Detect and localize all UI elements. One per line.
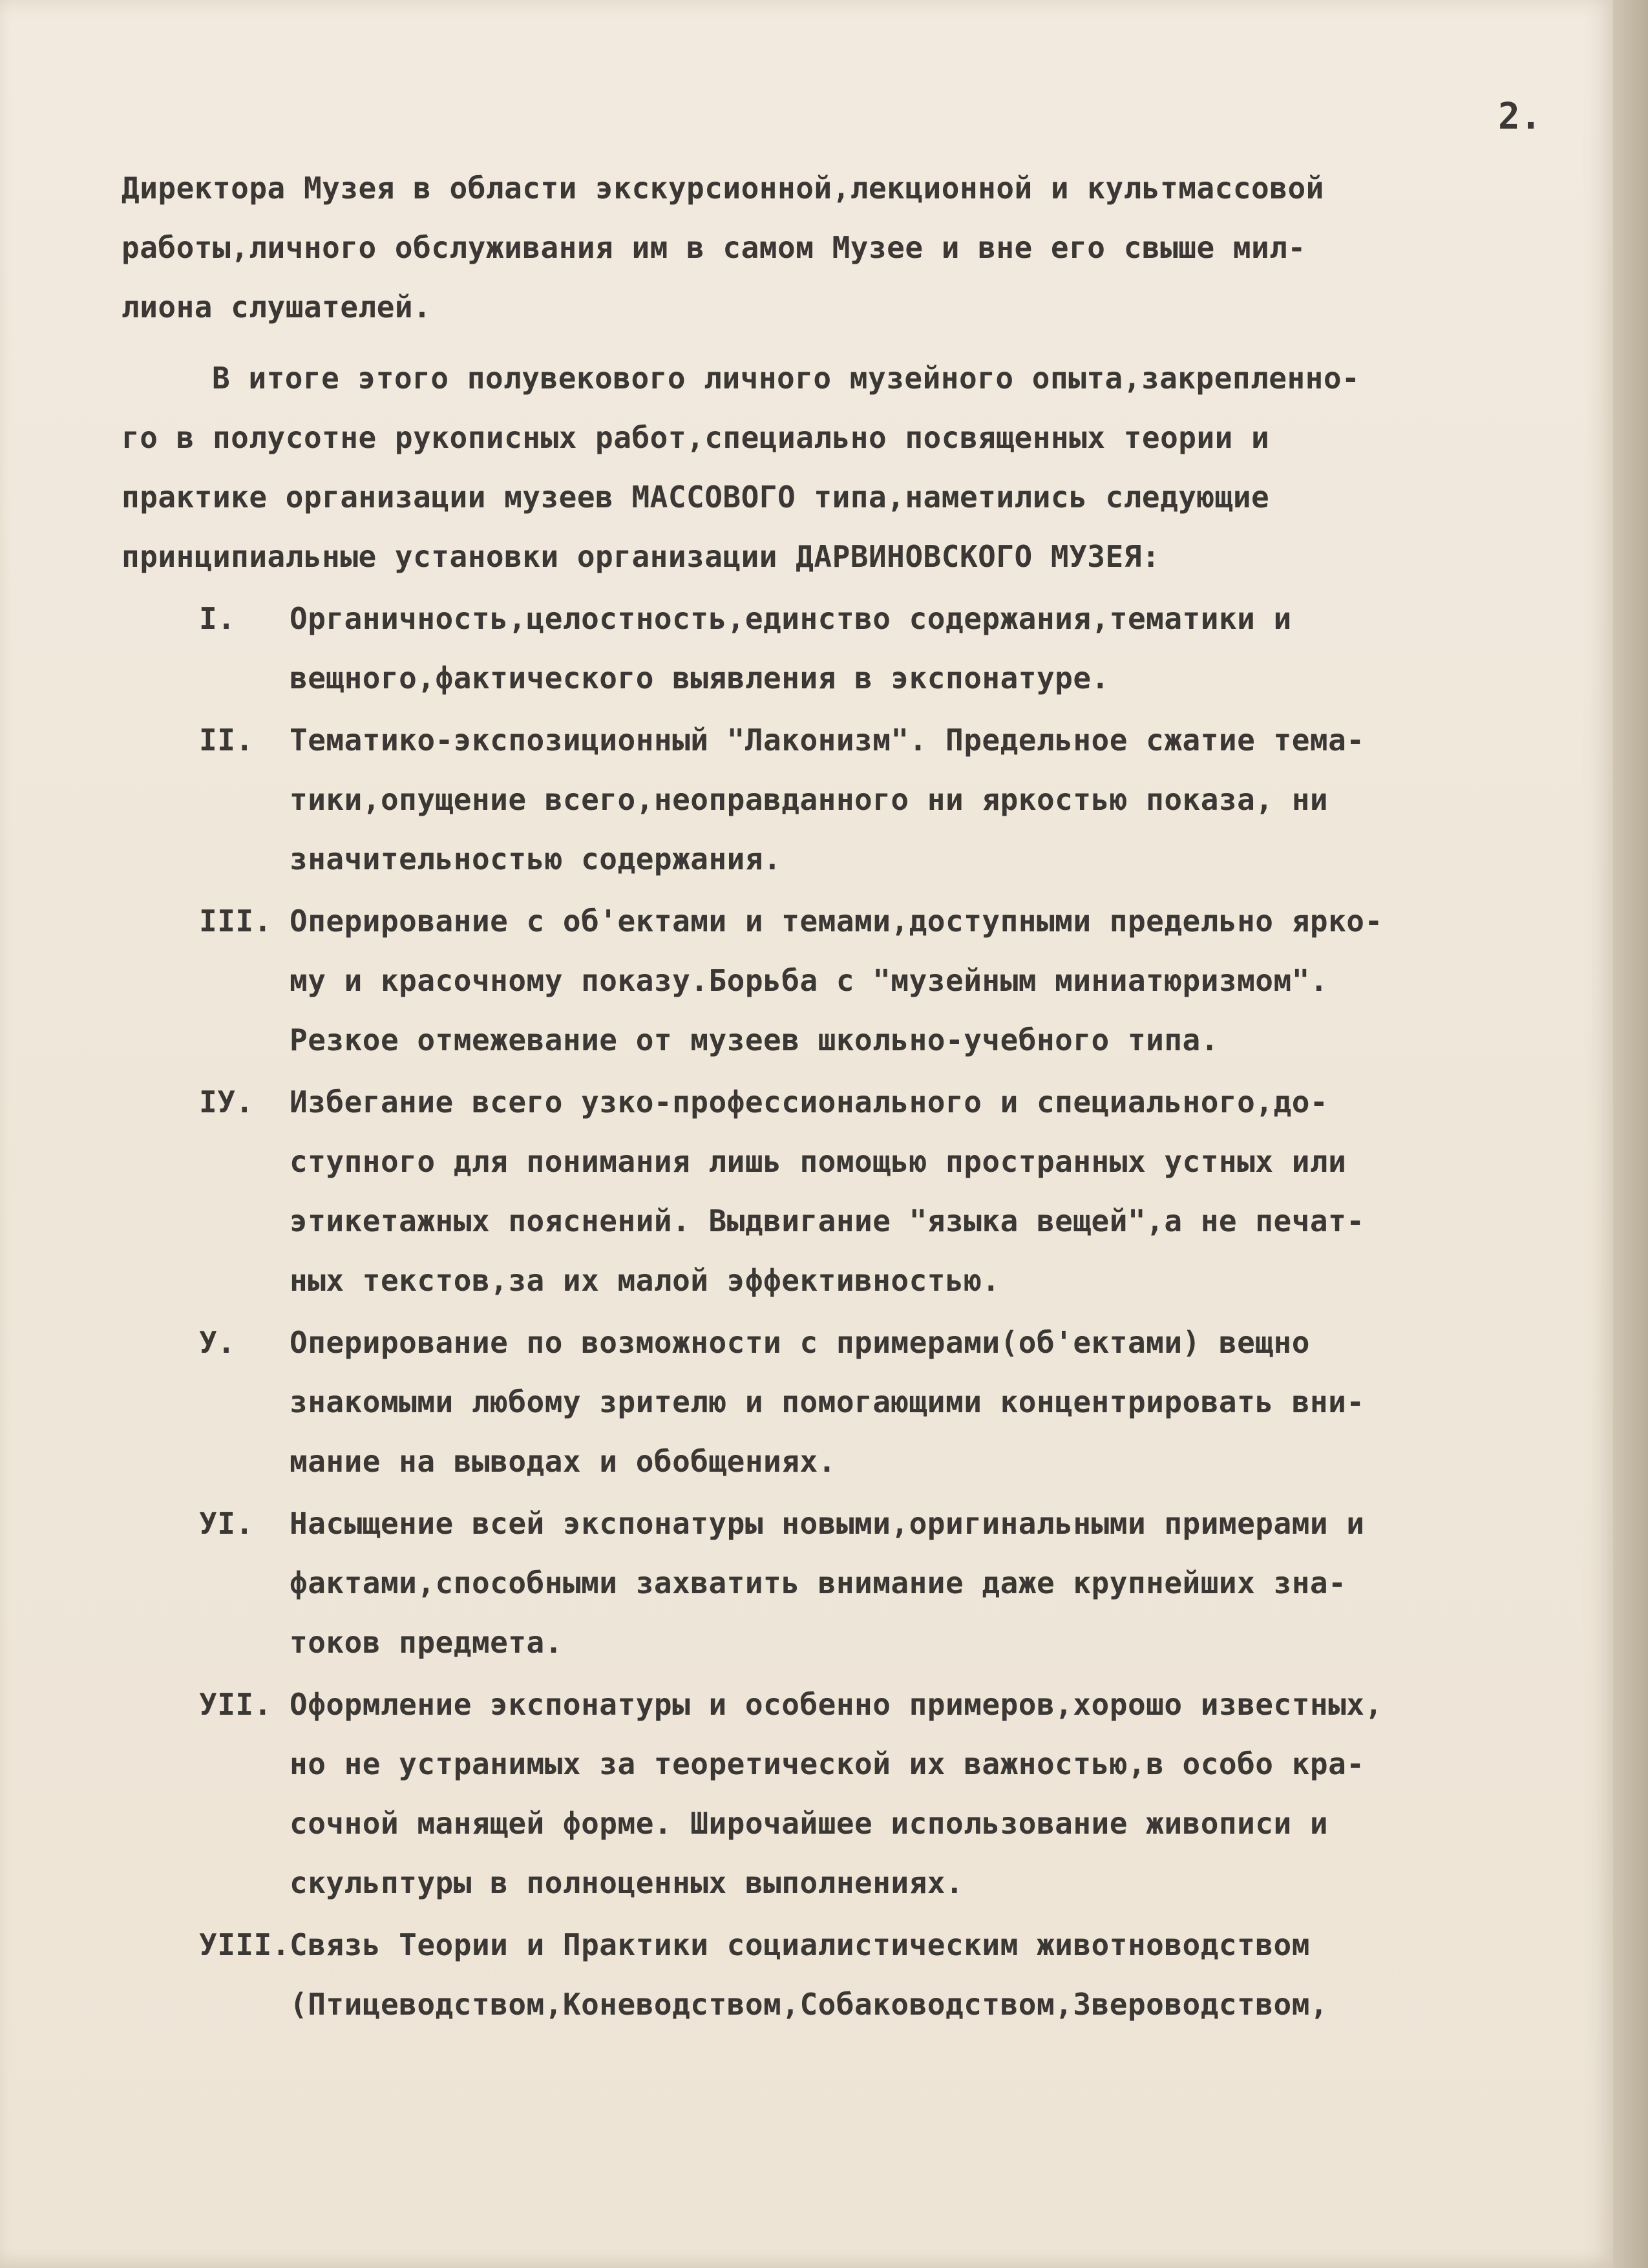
text-line: Оформление экспонатуры и особенно примеров,хорошо известных, xyxy=(290,1687,1383,1722)
list-item xyxy=(121,589,1569,708)
list-item xyxy=(121,1072,1569,1310)
item-number: II. xyxy=(199,723,254,758)
text-line: Связь Теории и Практики социалистическим животноводством xyxy=(290,1927,1310,1962)
text-line: токов предмета. xyxy=(290,1625,563,1660)
list-item xyxy=(121,1915,1569,2034)
intro-paragraph xyxy=(121,158,1569,337)
principles-list xyxy=(121,589,1569,2034)
text-line: ступного для понимания лишь помощью пространных устных или xyxy=(290,1144,1347,1179)
text-line: ных текстов,за их малой эффективностью. xyxy=(290,1263,1000,1298)
paper-edge xyxy=(1613,0,1648,2268)
text-line: значительностью содержания. xyxy=(290,842,782,876)
item-number: III. xyxy=(199,904,272,938)
text-line: скульптуры в полноценных выполнениях. xyxy=(290,1865,964,1900)
list-item xyxy=(121,1494,1569,1672)
text-line: мание на выводах и обобщениях. xyxy=(290,1444,836,1479)
item-number: IУ. xyxy=(199,1085,254,1119)
principles-paragraph xyxy=(121,348,1569,586)
text-line: Тематико-экспозиционный "Лаконизм". Предельное сжатие тема- xyxy=(290,723,1365,758)
list-item xyxy=(121,891,1569,1070)
text-line: фактами,способными захватить внимание даже крупнейших зна- xyxy=(290,1565,1347,1600)
text-line: В итоге этого полувекового личного музейного опыта,закрепленно- xyxy=(212,361,1360,396)
text-line: работы,личного обслуживания им в самом Музее и вне его свыше мил- xyxy=(121,230,1306,265)
text-line: сочной манящей форме. Широчайшее использование живописи и xyxy=(290,1806,1329,1841)
item-number: УIII. xyxy=(199,1927,290,1962)
list-item xyxy=(121,1313,1569,1491)
text-line: Резкое отмежевание от музеев школьно-учебного типа. xyxy=(290,1023,1219,1057)
text-line: лиона слушателей. xyxy=(121,290,432,324)
text-line: го в полусотне рукописных работ,специально посвященных теории и xyxy=(121,420,1270,455)
text-line: вещного,фактического выявления в экспонатуре. xyxy=(290,661,1110,695)
list-item xyxy=(121,1675,1569,1913)
text-line: Органичность,целостность,единство содержания,тематики и xyxy=(290,601,1292,636)
item-number: УI. xyxy=(199,1506,254,1541)
text-line: Директора Музея в области экскурсионной,лекционной и культмассовой xyxy=(121,171,1324,206)
text-line: Избегание всего узко-профессионального и специального,до- xyxy=(290,1085,1329,1119)
text-line: му и красочному показу.Борьба с "музейным миниатюризмом". xyxy=(290,963,1329,998)
text-line: Оперирование с об'ектами и темами,доступными предельно ярко- xyxy=(290,904,1383,938)
text-line: Насыщение всей экспонатуры новыми,оригинальными примерами и xyxy=(290,1506,1365,1541)
text-line: практике организации музеев МАССОВОГО типа,наметились следующие xyxy=(121,480,1270,514)
item-number: I. xyxy=(199,601,236,636)
text-line: но не устранимых за теоретической их важностью,в особо кра- xyxy=(290,1746,1365,1781)
text-line: Оперирование по возможности с примерами(об'ектами) вещно xyxy=(290,1325,1310,1360)
item-number: У. xyxy=(199,1325,236,1360)
text-line: принципиальные установки организации ДАРВИНОВСКОГО МУЗЕЯ: xyxy=(121,539,1161,574)
text-line: знакомыми любому зрителю и помогающими концентрировать вни- xyxy=(290,1384,1365,1419)
text-line: этикетажных пояснений. Выдвигание "языка вещей",а не печат- xyxy=(290,1203,1365,1238)
text-line: тики,опущение всего,неоправданного ни яркостью показа, ни xyxy=(290,782,1329,817)
item-number: УII. xyxy=(199,1687,272,1722)
document-body xyxy=(121,158,1569,2034)
text-line: (Птицеводством,Коневодством,Собаководством,Звероводством, xyxy=(290,1987,1329,2022)
list-item xyxy=(121,710,1569,889)
page-number: 2. xyxy=(1498,96,1542,138)
